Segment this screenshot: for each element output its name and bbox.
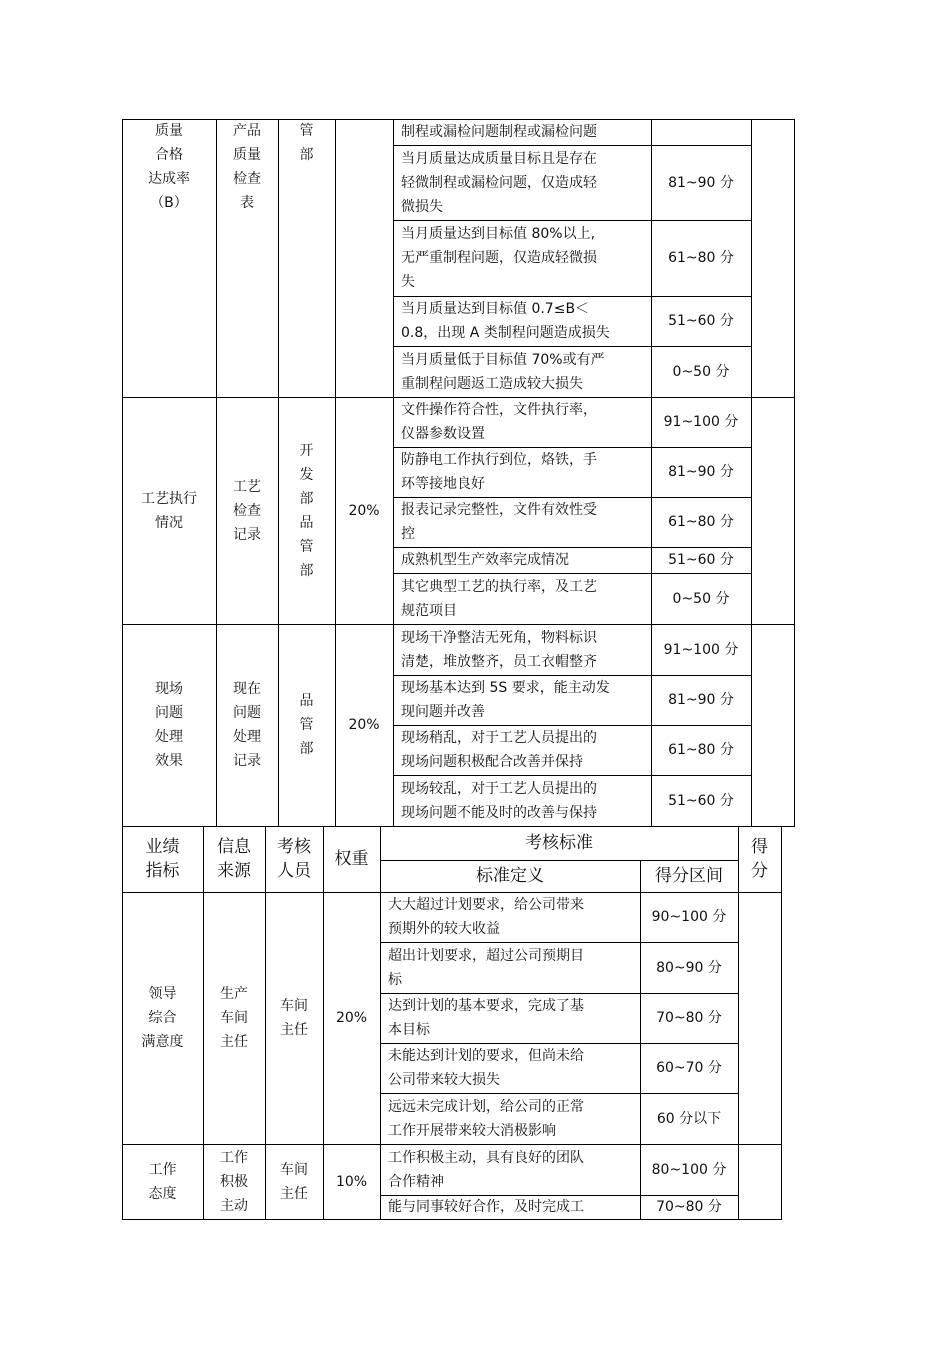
reviewer-cell-line: 品: [299, 693, 314, 709]
reviewer-cell-line: 部: [299, 147, 314, 163]
score-range-cell: [640, 942, 738, 993]
score-range-cell: [640, 1144, 738, 1195]
indicator-cell-line: 达成率: [148, 171, 190, 187]
score-range-cell: [651, 675, 751, 725]
weight-cell: [335, 119, 393, 397]
standard-definition-cell-line: 失: [401, 274, 415, 290]
score-range-cell-line: 91~100 分: [663, 641, 739, 658]
standard-definition-cell-line: 能与同事较好合作，及时完成工: [388, 1199, 584, 1215]
indicator-cell-line: 工艺执行: [141, 490, 197, 507]
score-range-cell-line: 0~50 分: [672, 590, 730, 607]
weight-cell-line: 20%: [348, 717, 380, 733]
indicator-cell-line: 效果: [155, 753, 183, 769]
reviewer-cell-line: 品: [299, 514, 314, 531]
score-range-cell-line: 80~90 分: [656, 959, 722, 976]
score-range-cell: [651, 119, 751, 145]
header-standard: [380, 826, 738, 860]
reviewer-cell-line: 管: [299, 717, 314, 733]
standard-definition-cell-line: 本目标: [388, 1022, 430, 1038]
header-score-line: 得: [751, 837, 768, 857]
score-range-cell: [651, 775, 751, 826]
standard-definition-cell-line: 当月质量达到目标值 80%以上,: [401, 226, 596, 242]
score-range-cell: [651, 497, 751, 547]
score-range-cell-line: 61~80 分: [668, 250, 734, 266]
score-range-cell-line: 60 分以下: [656, 1110, 722, 1127]
source-cell-line: 检查: [233, 502, 261, 519]
standard-definition-cell-line: 合作精神: [388, 1173, 444, 1190]
header-reviewer: [265, 826, 323, 892]
score-range-cell: [651, 624, 751, 675]
indicator-cell-line: 综合: [148, 1010, 177, 1026]
standard-definition-cell-line: 现场较乱，对于工艺人员提出的: [401, 780, 597, 797]
standard-definition-cell: [393, 346, 651, 397]
standard-definition-cell: [380, 993, 640, 1043]
score-range-cell: [651, 346, 751, 397]
source-cell-line: 问题: [233, 705, 261, 721]
reviewer-cell-line: 管: [299, 123, 314, 139]
source-cell-line: 主动: [220, 1197, 248, 1214]
score-range-cell: [640, 1043, 738, 1093]
source-cell-line: 记录: [233, 753, 261, 769]
standard-definition-cell-line: 轻微制程或漏检问题，仅造成轻: [401, 174, 597, 191]
standard-definition-cell: [393, 119, 651, 145]
header-source-line: 信息: [217, 837, 251, 857]
standard-definition-cell-line: 微损失: [401, 198, 443, 215]
standard-definition-cell-line: 现问题并改善: [401, 704, 485, 720]
standard-definition-cell-line: 报表记录完整性，文件有效性受: [401, 502, 597, 518]
standard-definition-cell-line: 无严重制程问题，仅造成轻微损: [401, 250, 597, 266]
reviewer-cell: [278, 624, 335, 826]
source-cell-line: 处理: [233, 729, 261, 745]
weight-cell-line: 20%: [348, 502, 380, 519]
score-range-cell-line: 91~100 分: [663, 414, 739, 430]
indicator-cell-line: 问题: [155, 705, 183, 721]
reviewer-cell: [265, 1144, 323, 1219]
standard-definition-cell-line: 仪器参数设置: [401, 426, 485, 442]
indicator-cell-line: 质量: [155, 123, 183, 139]
standard-definition-cell-line: 当月质量达到目标值 0.7≤B＜: [401, 301, 590, 317]
indicator-cell-line: （B）: [150, 195, 188, 211]
standard-definition-cell-line: 预期外的较大收益: [388, 921, 500, 937]
table-rule: [781, 826, 782, 1220]
source-cell: [203, 892, 265, 1144]
source-cell: [216, 119, 278, 397]
indicator-cell-line: 现场: [155, 681, 183, 697]
standard-definition-cell: [393, 725, 651, 775]
standard-definition-cell: [393, 624, 651, 675]
header-source-line: 来源: [217, 861, 251, 881]
standard-definition-cell: [393, 447, 651, 497]
score-range-cell-line: 61~80 分: [668, 514, 734, 530]
standard-definition-cell-line: 文件操作符合性，文件执行率，: [401, 402, 597, 418]
score-range-cell-line: 81~90 分: [668, 464, 734, 480]
standard-definition-cell-line: 当月质量达成质量目标且是存在: [401, 150, 597, 167]
standard-definition-cell: [380, 892, 640, 942]
standard-definition-cell: [393, 775, 651, 826]
indicator-cell-line: 处理: [155, 729, 183, 745]
standard-definition-cell-line: 其它典型工艺的执行率，及工艺: [401, 578, 597, 595]
score-range-cell-line: 81~90 分: [668, 174, 734, 191]
source-cell-line: 主任: [220, 1034, 248, 1050]
header-score: [738, 826, 781, 892]
standard-definition-cell-line: 现场基本达到 5S 要求，能主动发: [401, 680, 610, 696]
source-cell-line: 表: [240, 195, 254, 211]
indicator-cell-line: 态度: [148, 1185, 177, 1202]
score-range-cell-line: 70~80 分: [656, 1199, 722, 1215]
standard-definition-cell-line: 现场稍乱，对于工艺人员提出的: [401, 730, 597, 746]
header-reviewer-line: 考核: [277, 837, 311, 857]
standard-definition-cell-line: 工作开展带来较大消极影响: [388, 1122, 556, 1139]
source-cell-line: 车间: [220, 1010, 248, 1026]
standard-definition-cell: [393, 573, 651, 624]
standard-definition-cell-line: 现场干净整洁无死角，物料标识: [401, 629, 597, 646]
standard-definition-cell-line: 远远未完成计划，给公司的正常: [388, 1098, 584, 1115]
score-range-cell: [640, 993, 738, 1043]
score-range-cell: [651, 397, 751, 447]
standard-definition-cell: [380, 1043, 640, 1093]
indicator-cell-line: 情况: [155, 514, 183, 531]
source-cell-line: 生产: [220, 986, 248, 1002]
header-indicator: [122, 826, 203, 892]
weight-cell: [335, 624, 393, 826]
header-reviewer-line: 人员: [277, 861, 311, 881]
header-definition-line: 标准定义: [476, 866, 544, 886]
reviewer-cell-line: 车间: [280, 1161, 308, 1178]
standard-definition-cell: [393, 220, 651, 296]
table-rule: [751, 119, 752, 827]
source-cell-line: 工作: [220, 1149, 248, 1166]
reviewer-cell-line: 管: [299, 538, 314, 555]
standard-definition-cell-line: 当月质量低于目标值 70%或有严: [401, 351, 605, 368]
standard-definition-cell-line: 重制程问题返工造成较大损失: [401, 375, 583, 392]
reviewer-cell-line: 部: [299, 741, 314, 757]
score-range-cell: [651, 547, 751, 573]
score-range-cell-line: 60~70 分: [656, 1060, 722, 1076]
standard-definition-cell-line: 工作积极主动，具有良好的团队: [388, 1149, 584, 1166]
standard-definition-cell-line: 控: [401, 526, 415, 542]
score-range-cell-line: 81~90 分: [668, 692, 734, 708]
standard-definition-cell-line: 制程或漏检问题制程或漏检问题: [401, 124, 597, 140]
score-range-cell: [651, 573, 751, 624]
standard-definition-cell-line: 大大超过计划要求，给公司带来: [388, 897, 584, 913]
header-source: [203, 826, 265, 892]
header-score-line: 分: [751, 861, 768, 881]
reviewer-cell: [265, 892, 323, 1144]
weight-cell-line: 20%: [335, 1010, 368, 1026]
standard-definition-cell-line: 达到计划的基本要求，完成了基: [388, 998, 584, 1014]
standard-definition-cell-line: 0.8，出现 A 类制程问题造成损失: [401, 325, 610, 341]
score-range-cell: [640, 1195, 738, 1219]
header-weight: [323, 826, 380, 892]
score-range-cell: [640, 1093, 738, 1144]
standard-definition-cell-line: 公司带来较大损失: [388, 1072, 500, 1088]
weight-cell: [335, 397, 393, 624]
score-range-cell: [651, 725, 751, 775]
score-range-cell-line: 61~80 分: [668, 742, 734, 758]
score-range-cell-line: 51~60 分: [668, 313, 734, 329]
indicator-cell: [122, 892, 203, 1144]
source-cell-line: 产品: [233, 123, 261, 139]
indicator-cell: [122, 1144, 203, 1219]
standard-definition-cell-line: 清楚，堆放整齐，员工衣帽整齐: [401, 653, 597, 670]
score-range-cell: [651, 220, 751, 296]
standard-definition-cell: [393, 547, 651, 573]
standard-definition-cell: [393, 397, 651, 447]
standard-definition-cell-line: 现场问题不能及时的改善与保持: [401, 804, 597, 821]
score-range-cell: [651, 447, 751, 497]
reviewer-cell: [278, 397, 335, 624]
standard-definition-cell-line: 规范项目: [401, 602, 457, 619]
source-cell-line: 记录: [233, 526, 261, 543]
indicator-cell-line: 满意度: [141, 1034, 184, 1050]
standard-definition-cell-line: 环等接地良好: [401, 476, 485, 492]
source-cell: [216, 624, 278, 826]
header-indicator-line: 指标: [145, 861, 180, 881]
standard-definition-cell: [393, 497, 651, 547]
header-definition: [380, 860, 640, 892]
source-cell: [203, 1144, 265, 1219]
standard-definition-cell: [393, 145, 651, 220]
indicator-cell: [122, 119, 216, 397]
reviewer-cell-line: 开: [299, 442, 314, 459]
header-range: [640, 860, 738, 892]
source-cell: [216, 397, 278, 624]
standard-definition-cell-line: 防静电工作执行到位，烙铁，手: [401, 452, 597, 468]
table-rule: [794, 119, 795, 827]
header-standard-line: 考核标准: [525, 833, 593, 853]
standard-definition-cell: [380, 942, 640, 993]
reviewer-cell-line: 发: [299, 466, 314, 483]
standard-definition-cell: [393, 296, 651, 346]
reviewer-cell-line: 车间: [280, 998, 308, 1014]
header-indicator-line: 业绩: [145, 837, 180, 857]
standard-definition-cell-line: 成熟机型生产效率完成情况: [401, 552, 569, 568]
standard-definition-cell: [380, 1195, 640, 1219]
reviewer-cell-line: 主任: [280, 1185, 308, 1202]
weight-cell: [323, 892, 380, 1144]
standard-definition-cell: [393, 675, 651, 725]
header-range-line: 得分区间: [655, 866, 723, 886]
source-cell-line: 现在: [233, 681, 261, 697]
weight-cell-line: 10%: [335, 1173, 368, 1190]
score-range-cell: [640, 892, 738, 942]
score-range-cell-line: 90~100 分: [651, 909, 727, 925]
indicator-cell-line: 领导: [148, 986, 177, 1002]
indicator-cell-line: 工作: [148, 1161, 177, 1178]
standard-definition-cell-line: 标: [388, 971, 402, 988]
reviewer-cell: [278, 119, 335, 397]
score-range-cell: [651, 145, 751, 220]
weight-cell: [323, 1144, 380, 1219]
reviewer-cell-line: 部: [299, 562, 314, 579]
standard-definition-cell-line: 超出计划要求，超过公司预期目: [388, 947, 584, 964]
header-weight-line: 权重: [334, 849, 369, 869]
source-cell-line: 质量: [233, 147, 261, 163]
score-range-cell-line: 70~80 分: [656, 1010, 722, 1026]
table-rule: [122, 1219, 782, 1220]
standard-definition-cell: [380, 1093, 640, 1144]
reviewer-cell-line: 主任: [280, 1022, 308, 1038]
standard-definition-cell: [380, 1144, 640, 1195]
source-cell-line: 积极: [220, 1173, 248, 1190]
standard-definition-cell-line: 未能达到计划的要求，但尚未给: [388, 1048, 584, 1064]
score-range-cell-line: 51~60 分: [668, 552, 734, 568]
indicator-cell: [122, 624, 216, 826]
source-cell-line: 工艺: [233, 478, 261, 495]
indicator-cell: [122, 397, 216, 624]
score-range-cell-line: 80~100 分: [651, 1161, 727, 1178]
reviewer-cell-line: 部: [299, 490, 314, 507]
score-range-cell: [651, 296, 751, 346]
standard-definition-cell-line: 现场问题积极配合改善并保持: [401, 754, 583, 770]
source-cell-line: 检查: [233, 171, 261, 187]
indicator-cell-line: 合格: [155, 147, 183, 163]
score-range-cell-line: 51~60 分: [668, 792, 734, 809]
score-range-cell-line: 0~50 分: [672, 363, 730, 380]
